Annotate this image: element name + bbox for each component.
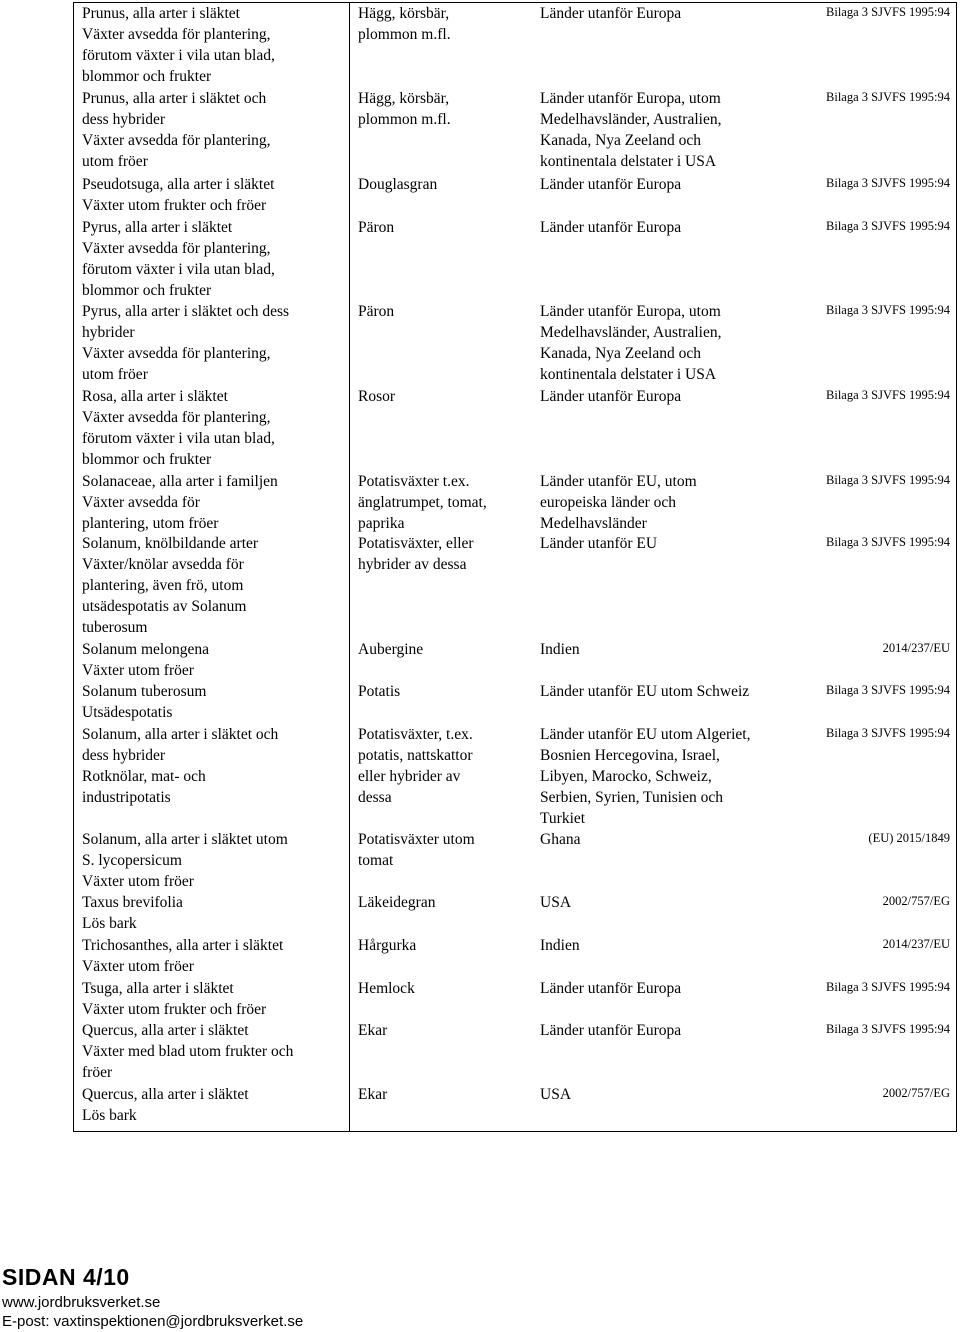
origin-text: Länder utanför EU utom Schweiz — [540, 683, 750, 700]
origin-text: Länder utanför Europa, utom Medelhavsländer, Australien, Kanada, Nya Zeeland och kontinentala delstater i USA — [540, 90, 722, 170]
reference-text: Bilaga 3 SJVFS 1995:94 — [826, 980, 950, 994]
reference-text: Bilaga 3 SJVFS 1995:94 — [826, 219, 950, 233]
origin-text: Länder utanför Europa — [540, 1022, 682, 1039]
plant-text: Rosa, alla arter i släktet Växter avsedda för plantering, förutom växter i vila utan blad, blommor och frukter — [82, 388, 275, 468]
origin-text: Länder utanför Europa — [540, 5, 682, 22]
table-row — [350, 217, 956, 301]
table-row — [350, 3, 956, 88]
table-row — [350, 471, 956, 533]
origin-text: USA — [540, 894, 572, 911]
reference-text: Bilaga 3 SJVFS 1995:94 — [826, 726, 950, 740]
plant-text: Taxus brevifolia Lös bark — [82, 894, 183, 932]
plant-text: Tsuga, alla arter i släktet Växter utom frukter och fröer — [82, 980, 267, 1018]
origin-text: Länder utanför Europa — [540, 980, 682, 997]
reference-text: 2014/237/EU — [882, 641, 950, 655]
origin-text: Länder utanför Europa — [540, 219, 682, 236]
reference-text: Bilaga 3 SJVFS 1995:94 — [826, 473, 950, 487]
origin-text: Länder utanför Europa — [540, 388, 682, 405]
host-plant: Douglasgran — [358, 176, 438, 193]
host-plant: Rosor — [358, 388, 396, 405]
origin-text: Länder utanför Europa, utom Medelhavsländer, Australien, Kanada, Nya Zeeland och kontinentala delstater i USA — [540, 303, 722, 383]
table-body-row — [74, 3, 957, 1132]
reference-text: Bilaga 3 SJVFS 1995:94 — [826, 5, 950, 19]
plant-text: Solanum, alla arter i släktet utom S. lycopersicum Växter utom fröer — [82, 831, 288, 890]
plant-text: Prunus, alla arter i släktet och dess hybrider Växter avsedda för plantering, utom fröer — [82, 90, 271, 170]
table-row — [350, 724, 956, 829]
plant-text: Pyrus, alla arter i släktet Växter avsedda för plantering, förutom växter i vila utan blad, blommor och frukter — [82, 219, 275, 299]
host-plant: Hårgurka — [358, 937, 417, 954]
table-row — [350, 892, 956, 935]
host-plant: Päron — [358, 303, 395, 320]
host-plant: Potatisväxter, eller hybrider av dessa — [358, 535, 474, 573]
origin-text: Indien — [540, 641, 580, 658]
reference-text: 2002/757/EG — [882, 894, 950, 908]
host-plant: Potatisväxter utom tomat — [358, 831, 475, 869]
plant-text: Pyrus, alla arter i släktet och dess hybrider Växter avsedda för plantering, utom fröer — [82, 303, 290, 383]
origin-text: Länder utanför Europa — [540, 176, 682, 193]
host-plant: Ekar — [358, 1086, 388, 1103]
reference-text: Bilaga 3 SJVFS 1995:94 — [826, 388, 950, 402]
origin-text: Länder utanför EU — [540, 535, 658, 552]
table-row — [350, 1020, 956, 1084]
plant-text: Solanum, knölbildande arter Växter/knölar avsedda för plantering, även frö, utom utsädespotatis av Solanum tuberosum — [82, 535, 259, 636]
reference-text: (EU) 2015/1849 — [868, 831, 950, 845]
plant-text: Solanum melongena Växter utom fröer — [82, 641, 209, 679]
reference-text: 2002/757/EG — [882, 1086, 950, 1100]
host-plant: Potatisväxter, t.ex. potatis, nattskattor eller hybrider av dessa — [358, 726, 473, 806]
table-row — [350, 174, 956, 217]
reference-text: 2014/237/EU — [882, 937, 950, 951]
plant-text: Solanum, alla arter i släktet och dess hybrider Rotknölar, mat- och industripotatis — [82, 726, 279, 806]
origin-text: Indien — [540, 937, 580, 954]
details-column-cell — [350, 3, 957, 1132]
table-row — [350, 829, 956, 892]
origin-text: Länder utanför EU, utom europeiska länder och Medelhavsländer — [540, 473, 697, 532]
plant-text: Quercus, alla arter i släktet Växter med blad utom frukter och fröer — [82, 1022, 294, 1081]
plant-text: Solanum tuberosum Utsädespotatis — [82, 683, 207, 721]
reference-text: Bilaga 3 SJVFS 1995:94 — [826, 90, 950, 104]
plant-text: Pseudotsuga, alla arter i släktet Växter utom frukter och fröer — [82, 176, 275, 214]
table-row — [350, 386, 956, 471]
host-plant: Hägg, körsbär, plommon m.fl. — [358, 5, 451, 43]
host-plant: Ekar — [358, 1022, 388, 1039]
host-plant: Hemlock — [358, 980, 415, 997]
plant-text: Prunus, alla arter i släktet Växter avsedda för plantering, förutom växter i vila utan blad, blommor och frukter — [82, 5, 275, 85]
table-row — [350, 301, 956, 386]
regulation-table — [73, 2, 957, 1132]
reference-text: Bilaga 3 SJVFS 1995:94 — [826, 683, 950, 697]
table-row — [350, 1084, 956, 1131]
host-plant: Päron — [358, 219, 395, 236]
origin-text: USA — [540, 1086, 572, 1103]
table-row — [350, 978, 956, 1020]
plant-text: Quercus, alla arter i släktet Lös bark — [82, 1086, 249, 1124]
host-plant: Potatis — [358, 683, 401, 700]
table-row — [350, 681, 956, 724]
host-plant: Aubergine — [358, 641, 424, 658]
table-row — [350, 533, 956, 639]
table-row — [350, 88, 956, 174]
table-row — [350, 639, 956, 681]
reference-text: Bilaga 3 SJVFS 1995:94 — [826, 303, 950, 317]
plant-text: Solanaceae, alla arter i familjen Växter avsedda för plantering, utom fröer — [82, 473, 278, 532]
origin-text: Länder utanför EU utom Algeriet, Bosnien Hercegovina, Israel, Libyen, Marocko, Schweiz, Serbien, Syrien, Tunisien och Turkiet — [540, 726, 751, 827]
table-row — [350, 935, 956, 978]
origin-text: Ghana — [540, 831, 581, 848]
host-plant: Läkeidegran — [358, 894, 436, 911]
reference-text: Bilaga 3 SJVFS 1995:94 — [826, 176, 950, 190]
reference-text: Bilaga 3 SJVFS 1995:94 — [826, 1022, 950, 1036]
page-number: SIDAN 4/10 — [2, 1264, 130, 1290]
plant-column-cell — [74, 3, 350, 1132]
website-link[interactable]: www.jordbruksverket.se — [2, 1294, 161, 1311]
plant-text: Trichosanthes, alla arter i släktet Växter utom fröer — [82, 937, 284, 975]
email-link[interactable]: E-post: vaxtinspektionen@jordbruksverket.se — [2, 1313, 304, 1330]
host-plant: Hägg, körsbär, plommon m.fl. — [358, 90, 451, 128]
reference-text: Bilaga 3 SJVFS 1995:94 — [826, 535, 950, 549]
host-plant: Potatisväxter t.ex. änglatrumpet, tomat, paprika — [358, 473, 487, 532]
